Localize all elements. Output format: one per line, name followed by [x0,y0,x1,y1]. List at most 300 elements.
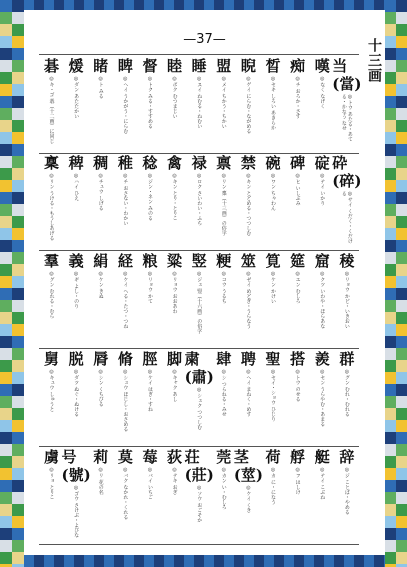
mosaic-tile [385,300,396,312]
mosaic-tile [396,348,407,360]
mosaic-tile [12,96,24,108]
mosaic-tile [396,300,407,312]
kanji-reading: ◎ギ よし・のり [73,271,80,309]
mosaic-tile [0,300,12,312]
mosaic-tile [396,408,407,420]
mosaic-tile [396,108,407,120]
mosaic-tile [12,444,24,456]
kanji-reading: ◎キ・ゴ 碁（十二画）に同じ [48,76,55,144]
mosaic-tile [0,384,12,396]
mosaic-tile [12,12,24,24]
mosaic-tile [0,276,12,288]
mosaic-tile [224,555,234,567]
mosaic-tile [385,492,396,504]
mosaic-tile [385,432,396,444]
mosaic-tile [396,180,407,192]
kanji-reading: ◎トウ のせる [294,369,301,402]
mosaic-tile [396,132,407,144]
kanji-entry [261,57,286,151]
kanji-reading: ◎コウ うるち [220,271,227,304]
mosaic-border-top [24,0,385,10]
mosaic-tile [0,12,12,24]
kanji-entry [137,57,162,151]
mosaic-tile [0,540,12,552]
mosaic-tile [44,555,54,567]
kanji-character: 絹 [93,252,109,270]
kanji-character: 茎(莖) [233,448,264,484]
mosaic-tile [12,84,24,96]
mosaic-tile [274,555,284,567]
kanji-character: 羣 [43,252,59,270]
mosaic-tile [12,300,24,312]
mosaic-tile [124,555,134,567]
mosaic-tile [174,0,184,10]
mosaic-tile [284,555,294,567]
mosaic-tile [304,0,314,10]
kanji-entry [113,154,138,248]
kanji-character: 脣 [93,350,109,368]
mosaic-tile [385,216,396,228]
mosaic-tile [396,264,407,276]
mosaic-tile [0,204,12,216]
mosaic-tile [0,132,12,144]
mosaic-tile [0,348,12,360]
kanji-entry [236,154,261,248]
mosaic-tile [0,468,12,480]
mosaic-tile [384,555,385,567]
mosaic-tile [184,555,194,567]
kanji-entry [211,252,236,346]
mosaic-tile [0,216,12,228]
kanji-reading: ◎チ おさない・わかい [122,173,129,226]
mosaic-tile [396,144,407,156]
mosaic-tile [12,108,24,120]
mosaic-tile [0,36,12,48]
mosaic-tile [344,555,354,567]
mosaic-tile [396,456,407,468]
mosaic-tile [0,552,12,564]
mosaic-tile [94,0,104,10]
mosaic-tile [0,336,12,348]
mosaic-tile [385,192,396,204]
mosaic-tile [374,555,384,567]
mosaic-tile [385,96,396,108]
kanji-reading: ◎ジン・ネン みのる [146,173,153,221]
mosaic-tile [24,555,34,567]
mosaic-tile [12,288,24,300]
kanji-character: 竪 [191,252,207,270]
mosaic-tile [114,555,124,567]
kanji-reading: ◎リョ とりこ [48,467,55,500]
mosaic-tile [0,60,12,72]
kanji-character: 脚 [167,350,183,368]
kanji-entry [162,350,187,444]
mosaic-tile [0,360,12,372]
kanji-reading: ◎クツ いわや・ほらあな [319,271,326,329]
kanji-character: 碑 [290,154,306,172]
section-title: 十三画 [366,38,382,83]
mosaic-tile [12,144,24,156]
mosaic-border-bottom [24,555,385,567]
mosaic-tile [396,528,407,540]
mosaic-tile [385,408,396,420]
mosaic-tile [0,480,12,492]
mosaic-tile [12,36,24,48]
mosaic-tile [385,348,396,360]
mosaic-tile [54,555,64,567]
mosaic-tile [396,204,407,216]
mosaic-tile [385,72,396,84]
mosaic-tile [396,480,407,492]
mosaic-tile [12,492,24,504]
mosaic-tile [74,0,84,10]
mosaic-tile [294,0,304,10]
kanji-entry [39,154,64,248]
mosaic-tile [396,60,407,72]
kanji-reading: ◎ゴウ さけぶ・よびな [73,485,80,538]
mosaic-tile [385,120,396,132]
kanji-reading: ◎ヘイ まねく・めす [245,369,252,417]
mosaic-tile [0,288,12,300]
kanji-character: 稠 [93,154,109,172]
kanji-character: 義 [68,252,84,270]
kanji-character: 群 [339,350,355,368]
kanji-entry [39,252,64,346]
kanji-character: 晳 [265,57,281,75]
kanji-reading: ◎チュウ しげる [97,173,104,211]
kanji-reading: ◎トク みる・すすめる [146,76,153,129]
mosaic-tile [34,555,44,567]
mosaic-tile [385,144,396,156]
kanji-row [39,250,359,349]
mosaic-tile [264,555,274,567]
kanji-reading: ◎リン 稟（十三画）の俗字 [220,173,227,236]
mosaic-tile [385,108,396,120]
kanji-entry [285,448,310,542]
kanji-entry [236,350,261,444]
kanji-entry [64,350,89,444]
mosaic-tile [396,120,407,132]
mosaic-tile [12,216,24,228]
kanji-character: 号(號) [61,448,91,484]
kanji-reading: ◎セン うらやむ・あまる [319,369,326,427]
kanji-character: 舅 [43,350,59,368]
mosaic-tile [396,0,407,12]
mosaic-tile [12,72,24,84]
kanji-reading: ◎ハイ ひえ [73,173,80,201]
mosaic-tile [12,168,24,180]
kanji-entry [285,154,310,248]
kanji-character: 脛 [142,350,158,368]
mosaic-tile [385,336,396,348]
mosaic-tile [364,555,374,567]
kanji-character: 睦 [167,57,183,75]
mosaic-tile [12,24,24,36]
kanji-character: 当(當) [332,57,362,93]
mosaic-tile [354,0,364,10]
kanji-reading: ◎ゼイ めどぎ・うらなう [245,271,252,329]
kanji-entry [211,448,236,542]
mosaic-tile [12,408,24,420]
kanji-reading: ◎ロク さいわい・ふち [196,173,203,226]
mosaic-tile [385,60,396,72]
mosaic-tile [385,240,396,252]
mosaic-tile [385,480,396,492]
mosaic-tile [385,168,396,180]
mosaic-tile [0,72,12,84]
mosaic-tile [324,555,334,567]
mosaic-tile [396,324,407,336]
mosaic-tile [84,555,94,567]
kanji-character: 睨 [240,57,256,75]
mosaic-tile [344,0,354,10]
kanji-character: 痴 [290,57,306,75]
kanji-entry [261,350,286,444]
mosaic-tile [396,516,407,528]
kanji-reading: ◎ケン かけい [270,271,277,304]
mosaic-tile [396,552,407,564]
kanji-character: 嘆 [314,57,330,75]
mosaic-tile [396,432,407,444]
mosaic-tile [0,516,12,528]
mosaic-tile [396,372,407,384]
kanji-entry [88,252,113,346]
mosaic-tile [396,504,407,516]
kanji-reading: ◎シ つらねる・みせ [220,369,227,417]
mosaic-tile [396,156,407,168]
kanji-character: 肆 [216,350,232,368]
mosaic-tile [164,0,174,10]
mosaic-tile [12,132,24,144]
mosaic-border-right [385,0,407,567]
kanji-reading: ◎ジュ 豎（十六画）の俗字 [196,271,203,334]
mosaic-tile [144,555,154,567]
mosaic-tile [385,396,396,408]
kanji-entry [285,350,310,444]
mosaic-tile [12,48,24,60]
mosaic-tile [0,96,12,108]
kanji-reading: ◎グン むれる・むら [48,271,55,319]
kanji-character: 盟 [216,57,232,75]
mosaic-tile [0,528,12,540]
mosaic-tile [0,312,12,324]
mosaic-tile [385,84,396,96]
mosaic-tile [0,84,12,96]
mosaic-tile [12,384,24,396]
kanji-entry [162,252,187,346]
mosaic-tile [164,555,174,567]
kanji-entry [261,252,286,346]
kanji-reading: ◎メイ ちかう・ちかい [220,76,227,129]
mosaic-tile [12,312,24,324]
mosaic-tile [396,96,407,108]
mosaic-tile [12,432,24,444]
kanji-reading: ◎シン くちびる [97,369,104,407]
kanji-reading: ◎ボク むつまじい [171,76,178,119]
mosaic-tile [274,0,284,10]
kanji-reading: ◎リョウ かて [146,271,153,304]
page-number: —37— [183,32,226,47]
kanji-reading: ◎キン とり・とりこ [171,173,178,221]
kanji-character: 経 [117,252,133,270]
kanji-reading: ◎ケイ はぎ・すね [146,369,153,412]
mosaic-tile [0,228,12,240]
mosaic-tile [385,456,396,468]
kanji-reading: ◎キュウ しゅうと [48,369,55,412]
mosaic-tile [12,0,24,12]
kanji-entry [88,154,113,248]
mosaic-tile [12,552,24,564]
mosaic-border-left [0,0,24,567]
kanji-character: 艀 [290,448,306,466]
mosaic-tile [12,396,24,408]
mosaic-tile [124,0,134,10]
kanji-reading: ◎シュウ ほじし・おさめる [122,369,129,432]
kanji-row [39,54,362,154]
kanji-entry [64,57,89,151]
mosaic-tile [385,468,396,480]
mosaic-tile [396,84,407,96]
kanji-entry [310,448,335,542]
mosaic-tile [174,555,184,567]
kanji-reading: ◎カ に・になう [270,467,277,505]
mosaic-tile [54,0,64,10]
mosaic-tile [114,0,124,10]
kanji-entry [310,154,335,248]
mosaic-tile [154,555,164,567]
kanji-reading: ◎グン むれ・むれる [343,369,350,417]
kanji-reading: ◎ダツ ぬぐ・ぬける [73,369,80,417]
mosaic-tile [385,156,396,168]
mosaic-tile [12,156,24,168]
mosaic-tile [0,0,12,12]
kanji-reading: ◎テイ いかり [319,173,326,206]
kanji-reading: ◎エン むしろ [294,271,301,304]
kanji-entry [261,154,286,248]
kanji-entry [285,252,310,346]
mosaic-tile [385,276,396,288]
kanji-entry [332,57,362,151]
kanji-character: 聘 [240,350,256,368]
kanji-entry [137,448,162,542]
mosaic-tile [385,420,396,432]
kanji-reading: ◎ワン ちゃわん [270,173,277,211]
mosaic-tile [12,240,24,252]
mosaic-tile [104,555,114,567]
mosaic-tile [12,252,24,264]
mosaic-tile [0,156,12,168]
mosaic-tile [385,324,396,336]
kanji-reading: ◎ダン あたたかい [73,76,80,119]
mosaic-tile [12,516,24,528]
kanji-character: 搭 [290,350,306,368]
mosaic-tile [396,228,407,240]
mosaic-tile [396,216,407,228]
mosaic-tile [385,132,396,144]
kanji-entry [113,350,138,444]
mosaic-tile [0,192,12,204]
mosaic-tile [0,240,12,252]
mosaic-tile [0,324,12,336]
mosaic-tile [396,540,407,552]
kanji-entry [233,448,264,542]
mosaic-tile [396,48,407,60]
kanji-entry [211,350,236,444]
mosaic-tile [12,360,24,372]
kanji-character: 聖 [265,350,281,368]
mosaic-tile [396,492,407,504]
kanji-character: 粳 [216,252,232,270]
mosaic-tile [84,0,94,10]
kanji-reading: ◎トウ あたる・あてる・かなう なせ [340,94,353,142]
mosaic-tile [12,336,24,348]
mosaic-tile [64,0,74,10]
mosaic-tile [385,36,396,48]
kanji-row [39,152,362,251]
mosaic-tile [44,0,54,10]
kanji-reading: ◎サイ くだく・くだける [340,191,353,244]
kanji-entry [137,350,162,444]
kanji-character: 筮 [240,252,256,270]
mosaic-tile [154,0,164,10]
mosaic-tile [12,504,24,516]
mosaic-tile [34,0,44,10]
kanji-entry [88,57,113,151]
mosaic-tile [12,348,24,360]
kanji-reading: ◎シュク つつしむ [196,387,203,430]
mosaic-tile [12,528,24,540]
kanji-reading: ◎バイ いちご [146,467,153,500]
mosaic-tile [0,48,12,60]
mosaic-tile [385,24,396,36]
mosaic-tile [284,0,294,10]
kanji-row [39,446,359,545]
kanji-entry [184,448,214,542]
kanji-grid [39,54,362,544]
mosaic-tile [134,555,144,567]
mosaic-tile [204,0,214,10]
kanji-character: 稚 [117,154,133,172]
mosaic-tile [0,456,12,468]
kanji-reading: ◎ケン きぬ [97,271,104,299]
mosaic-tile [214,555,224,567]
mosaic-tile [0,408,12,420]
kanji-entry [162,154,187,248]
mosaic-tile [134,0,144,10]
mosaic-tile [314,555,324,567]
mosaic-tile [194,555,204,567]
kanji-entry [184,350,214,444]
kanji-entry [137,252,162,346]
mosaic-tile [254,0,264,10]
kanji-reading: ◎ヒ いしぶみ [294,173,301,206]
mosaic-tile [385,48,396,60]
mosaic-tile [194,0,204,10]
kanji-entry [64,154,89,248]
mosaic-tile [364,0,374,10]
kanji-entry [334,252,359,346]
kanji-character: 碁 [43,57,59,75]
kanji-character: 荻 [167,448,183,466]
kanji-reading: ◎リョウ おおあわ [171,271,178,314]
kanji-reading: ◎テキ おぎ [171,467,178,495]
mosaic-tile [64,555,74,567]
kanji-entry [261,448,286,542]
mosaic-tile [12,192,24,204]
kanji-reading: ◎リョウ かど・いきおい [343,271,350,329]
kanji-character: 莉 [93,448,109,466]
mosaic-tile [12,420,24,432]
